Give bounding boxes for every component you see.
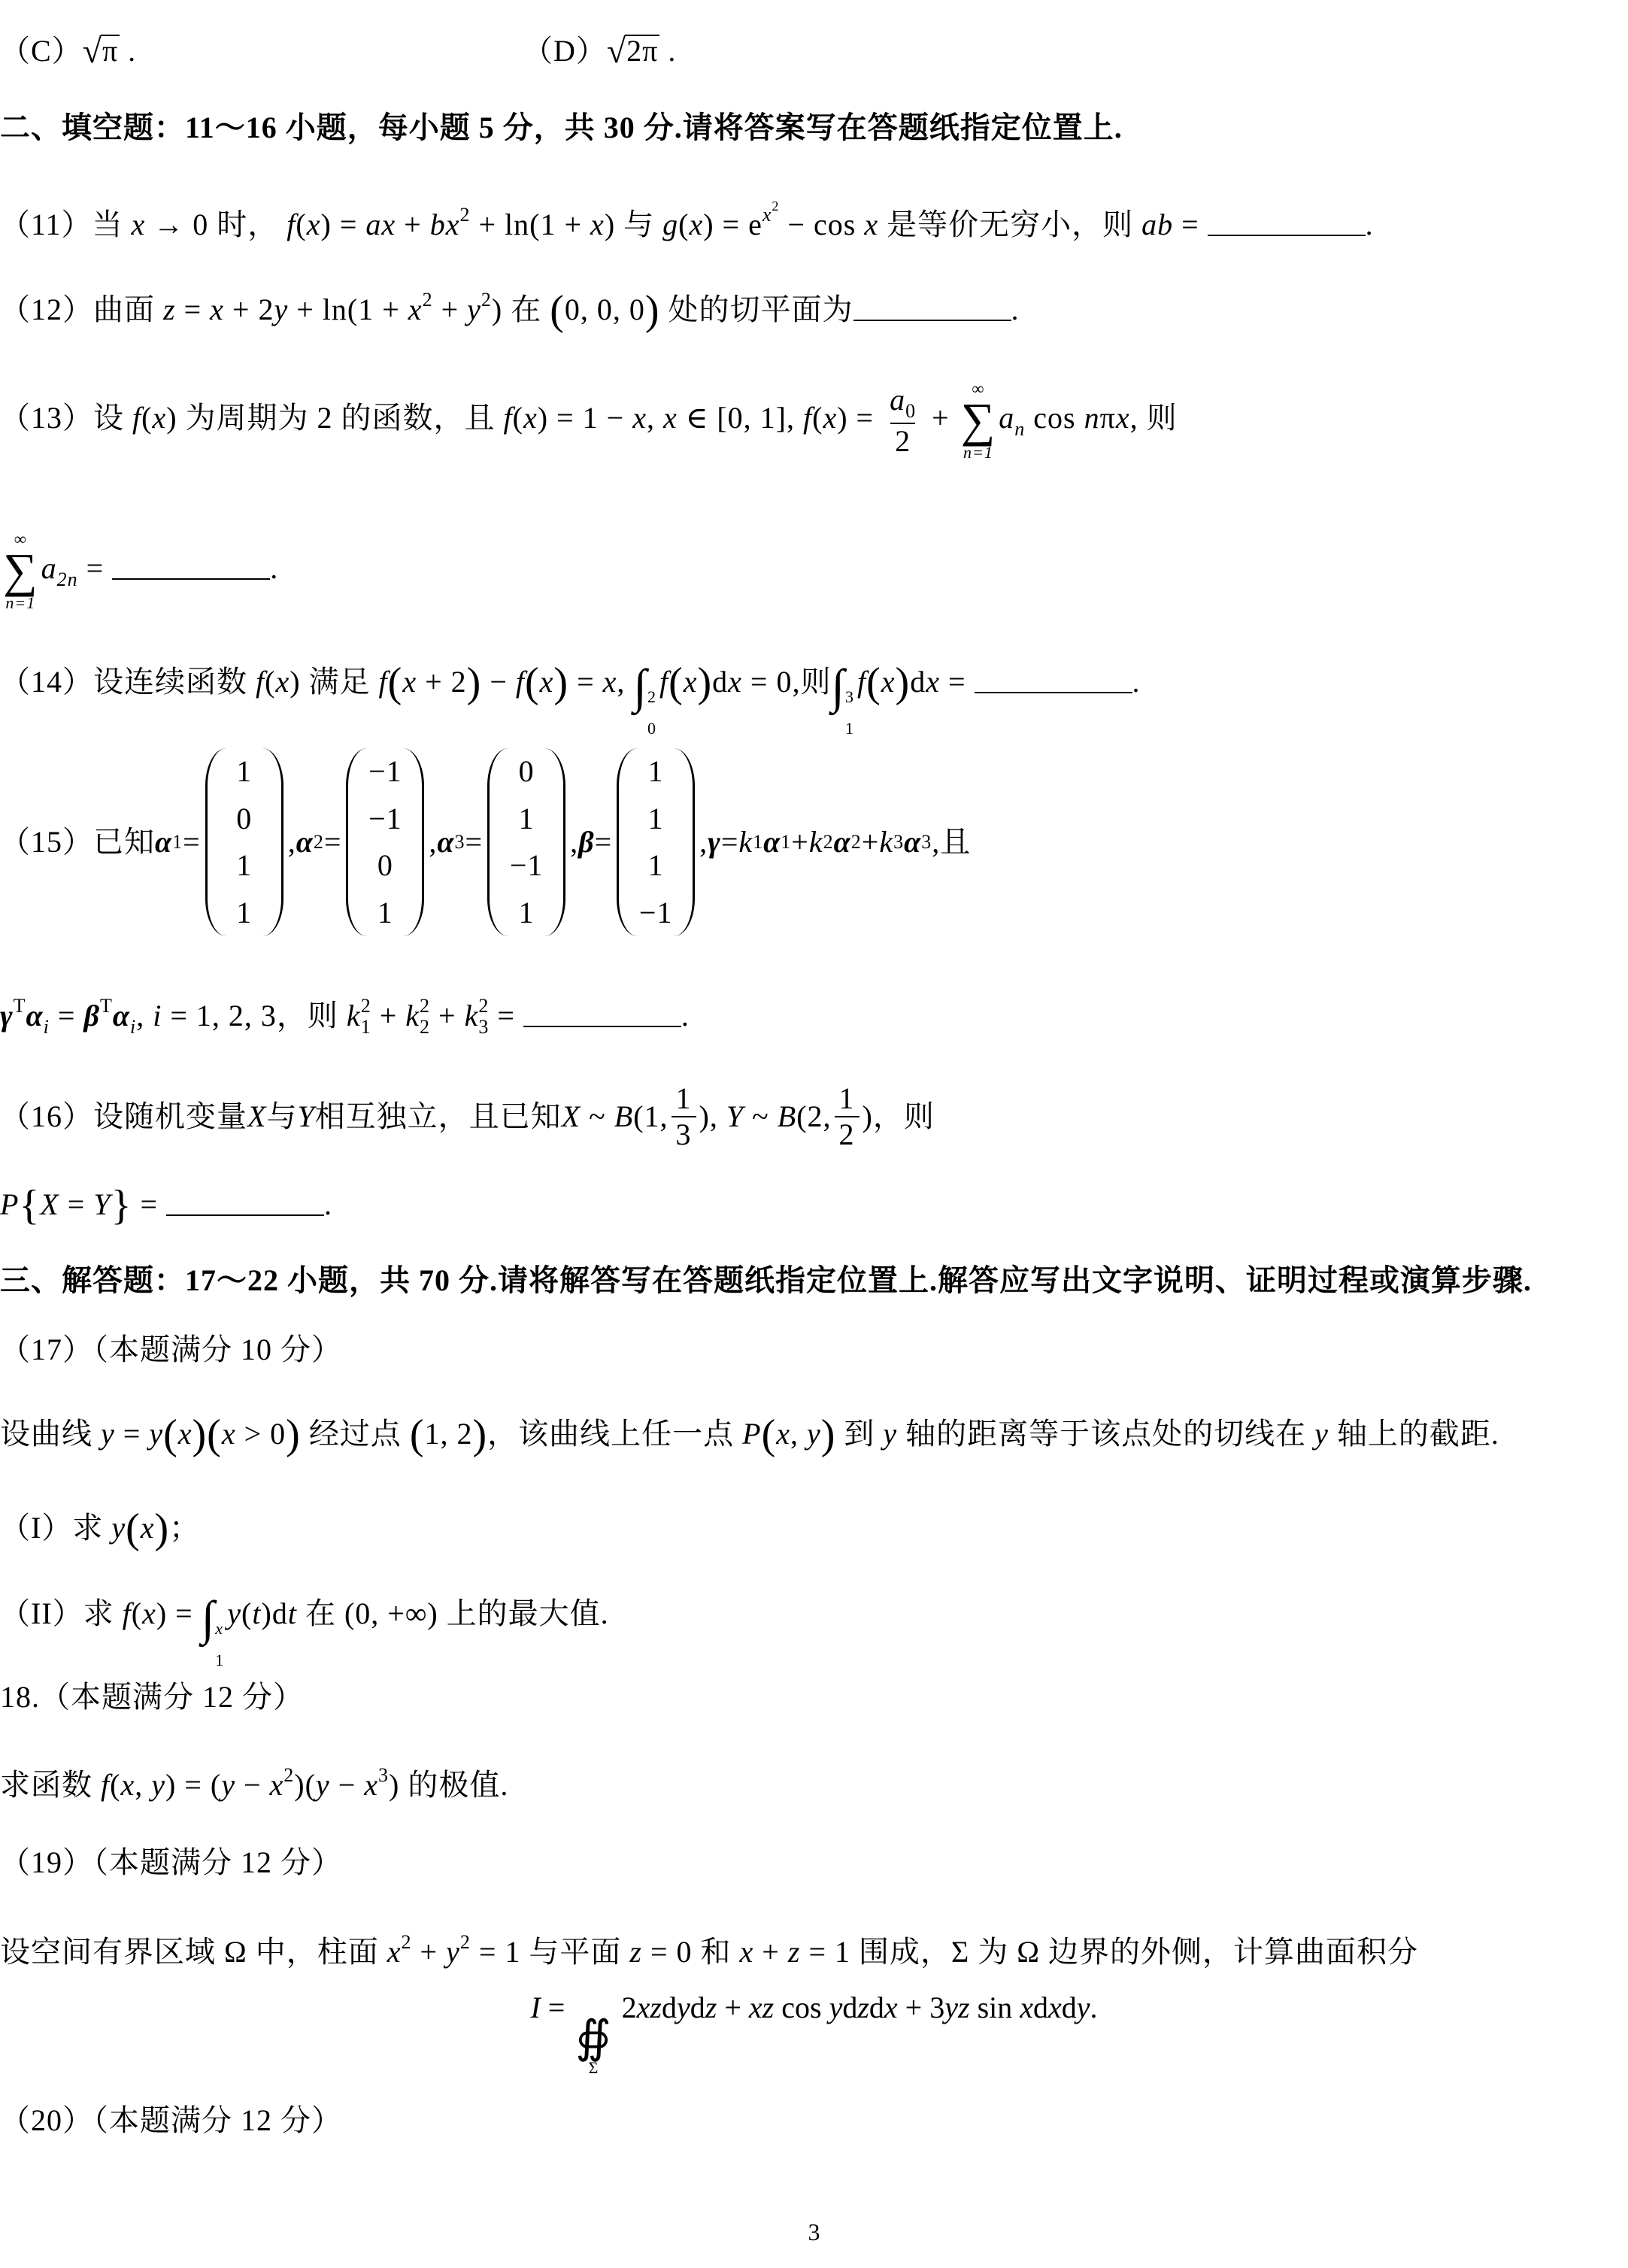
question-19-body: 设空间有界区域 Ω 中，柱面 $x^2 + y^2 = 1$ 与平面 z = 0 和 x + z = 1 围成，Σ 为 Ω 边界的外侧，计算曲面积分 [0, 1931, 1419, 1969]
surface-integral: I = ∯ Σ 2xzdydz + xz cos ydzdx + 3yz sin xdxdy. [530, 1991, 1098, 2077]
question-13: （13）设 f(x) 为周期为 2 的函数，且 f(x) = 1 − x, x ∈ [0, 1], f(x) = $\frac{a_0}{2}$ + ∞ ∑ n=1 $a_n$ cos nπx, 则 [0, 379, 1178, 462]
question-11: （11）当 x → 0 时， f(x) = ax + $bx^2 + \ln(1 + x)$ 与 $g(x) = e^{x^2} - \cos x$ 是等价无穷小，则 ab = . [0, 199, 1374, 241]
option-c: （C）√π . [0, 32, 137, 70]
matrix-alpha-2: −1 −1 0 1 [346, 748, 424, 936]
question-15: （15） 已知 α 1 = 1 0 1 1 , α 2 = −1 −1 0 1 , α 3 = 0 1 −1 1 , β = 1 1 1 −1 , γ = k 1 α 1 + k 2 α 2 + k 3 α 3 , 且 [0, 737, 971, 948]
question-19-title: （19）（本题满分 12 分） [0, 1845, 342, 1879]
question-14: （14）设连续函数 f(x) 满足 f(x + 2) − f(x) = x, ∫ 2 0 f(x)dx = 0,则∫ 3 1 f(x)dx = . [0, 659, 1141, 738]
matrix-alpha-3: 0 1 −1 1 [487, 748, 565, 936]
question-17-title: （17）（本题满分 10 分） [0, 1333, 342, 1366]
question-12: （12）曲面 $z = x + 2y + \ln(1 + x^2 + y^2)$ 在 (0, 0, 0) 处的切平面为 . [0, 287, 1020, 334]
page-number: 3 [808, 2218, 820, 2245]
answer-blank [975, 669, 1132, 693]
question-17-part-1: （I）求 y(x)； [0, 1505, 201, 1552]
option-d: （D）√2π . [523, 32, 677, 70]
question-15-line-2: $\gamma^T\alpha_i = \beta^T\alpha_i$, i = 1, 2, 3，则 $k^2_1 + k^2_2 + k^2_3$ = . [0, 995, 690, 1038]
question-13-line-2: ∞ ∑ n=1 $a_{2n}$ = . [3, 529, 279, 612]
question-17-body: 设曲线 y = y(x)(x > 0) 经过点 (1, 2)，该曲线上任一点 P(x, y) 到 y 轴的距离等于该点处的切线在 y 轴上的截距. [0, 1411, 1499, 1458]
matrix-beta: 1 1 1 −1 [617, 748, 695, 936]
section-3-heading: 三、解答题：17～22 小题，共 70 分.请将解答写在答题纸指定位置上.解答应写出文字说明、证明过程或演算步骤. [0, 1263, 1532, 1297]
question-18-title: 18.（本题满分 12 分） [0, 1680, 304, 1714]
question-17-part-2: （II）求 f(x) = ∫ x 1 y(t)dt 在 (0, +∞) 上的最大值. [0, 1591, 609, 1669]
answer-blank [166, 1192, 324, 1216]
answer-blank [112, 556, 270, 580]
question-16: （16） 设随机变量 X 与 Y 相互独立，且已知 X ~ B (1, $\frac{1}{3}$ ), Y ~ B (2, $\frac{1}{2}$ ) ，则 [0, 1081, 935, 1151]
answer-blank [523, 1003, 681, 1027]
answer-blank [853, 297, 1011, 321]
question-16-line-2: P{X = Y} = . [0, 1182, 333, 1229]
question-18-body: 求函数 f(x, $y) = (y - x^2)(y - x^3)$ 的极值. [0, 1764, 509, 1802]
matrix-alpha-1: 1 0 1 1 [205, 748, 283, 936]
question-20-title: （20）（本题满分 12 分） [0, 2103, 342, 2137]
section-2-heading: 二、填空题：11～16 小题，每小题 5 分，共 30 分.请将答案写在答题纸指定位置上. [0, 111, 1123, 144]
answer-blank [1208, 212, 1366, 236]
